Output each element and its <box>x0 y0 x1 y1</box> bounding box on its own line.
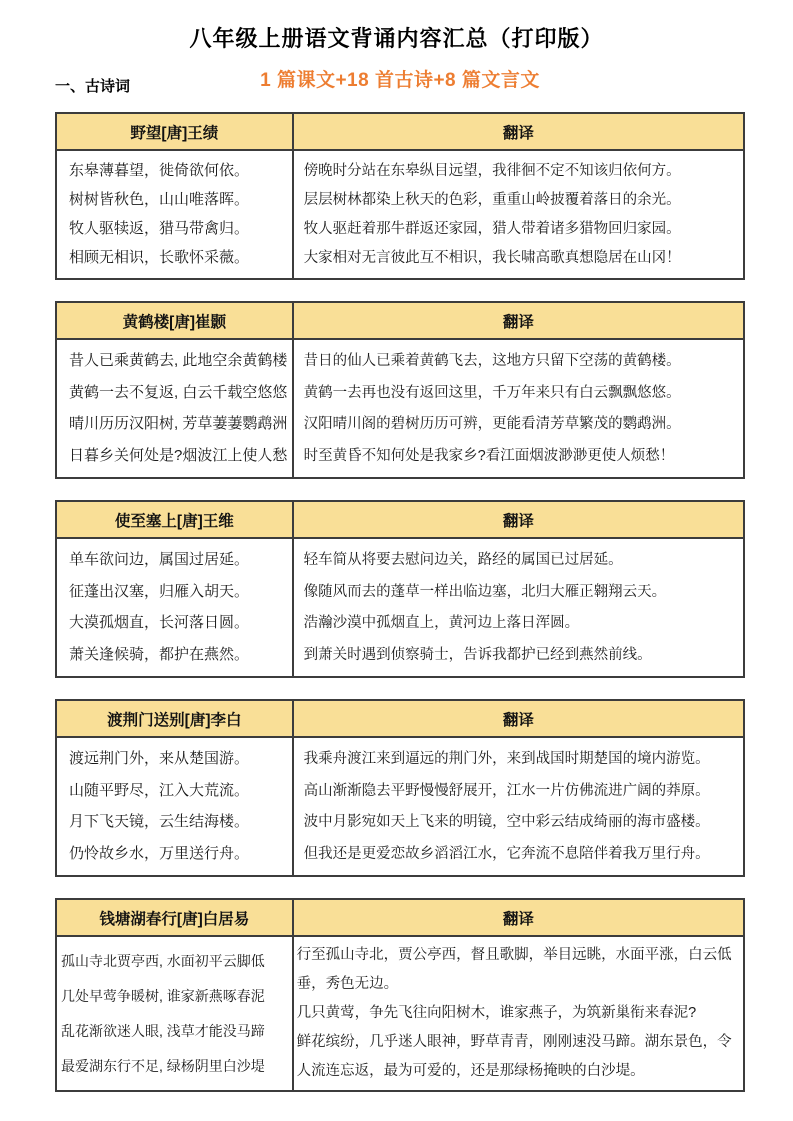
poem-line: 月下飞天镜，云生结海楼。 <box>69 813 250 831</box>
translation-line: 时至黄昏不知何处是我家乡?看江面烟波渺渺更使人烦愁！ <box>303 448 675 465</box>
poem-line: 几处早莺争暖树, 谁家新燕啄春泥 <box>61 987 265 1004</box>
poem-lines-cell <box>57 738 294 875</box>
poem-lines-cell <box>57 539 294 676</box>
poem-line: 孤山寺北贾亭西, 水面初平云脚低 <box>61 952 265 969</box>
translation-header-cell: 翻译 <box>502 314 534 331</box>
poem-line: 牧人驱犊返，猎马带禽归。 <box>69 220 250 238</box>
poem-lines-cell <box>57 151 294 278</box>
table-body-row <box>57 738 743 875</box>
poem-title-cell: 钱塘湖春行[唐]白居易 <box>57 900 294 935</box>
poem-line: 征蓬出汉塞，归雁入胡天。 <box>69 582 250 600</box>
poem-line: 仍怜故乡水，万里送行舟。 <box>69 845 250 863</box>
translation-line: 傍晚时分站在东皋纵目远望，我徘徊不定不知该归依何方。 <box>303 162 681 179</box>
page-title: 八年级上册语文背诵内容汇总（打印版） <box>189 26 604 51</box>
translation-lines-cell <box>294 937 743 1090</box>
poem-table-shizhisaishang <box>55 500 745 678</box>
translation-paragraph: 几只黄莺，争先飞往向阳树木，谁家燕子，为筑新巢衔来春泥? <box>296 1005 697 1021</box>
table-header-row <box>57 303 743 340</box>
translation-line: 但我还是更爱恋故乡滔滔江水，它奔流不息陪伴着我万里行舟。 <box>303 846 710 863</box>
poem-line: 最爱湖东行不足, 绿杨阴里白沙堤 <box>61 1058 265 1075</box>
poem-lines-cell <box>57 937 294 1090</box>
poem-line: 萧关逢候骑，都护在燕然。 <box>69 646 250 664</box>
table-header-row <box>57 701 743 738</box>
poem-line: 相顾无相识，长歌怀采薇。 <box>69 249 250 267</box>
translation-line: 大家相对无言彼此互不相识，我长啸高歌真想隐居在山冈！ <box>303 250 681 267</box>
translation-line: 高山渐渐隐去平野慢慢舒展开，江水一片仿佛流进广阔的莽原。 <box>303 782 710 799</box>
translation-header-cell: 翻译 <box>502 712 534 729</box>
poem-title-cell: 使至塞上[唐]王维 <box>57 502 294 537</box>
poem-line: 东皋薄暮望，徙倚欲何依。 <box>69 161 250 179</box>
translation-line: 像随风而去的蓬草一样出临边塞，北归大雁正翱翔云天。 <box>303 583 667 600</box>
translation-line: 到萧关时遇到侦察骑士，告诉我都护已经到燕然前线。 <box>303 647 652 664</box>
table-body-row <box>57 937 743 1090</box>
translation-line: 轻车简从将要去慰问边关，路经的属国已过居延。 <box>303 551 623 568</box>
translation-line: 黄鹤一去再也没有返回这里，千万年来只有白云飘飘悠悠。 <box>303 384 681 401</box>
translation-line: 昔日的仙人已乘着黄鹤飞去，这地方只留下空荡的黄鹤楼。 <box>303 352 681 369</box>
translation-line: 牧人驱赶着那牛群返还家园，猎人带着诸多猎物回归家园。 <box>303 221 681 238</box>
translation-line: 汉阳晴川阁的碧树历历可辨，更能看清芳草繁茂的鹦鹉洲。 <box>303 416 681 433</box>
poem-line: 日暮乡关何处是?烟波江上使人愁 <box>69 447 288 465</box>
table-body-row <box>57 151 743 278</box>
table-header-row <box>57 900 743 937</box>
table-body-row <box>57 340 743 477</box>
table-body-row <box>57 539 743 676</box>
translation-line: 层层树林都染上秋天的色彩，重重山岭披覆着落日的余光。 <box>303 191 681 208</box>
poem-line: 晴川历历汉阳树, 芳草萋萋鹦鹉洲 <box>69 415 288 433</box>
translation-header-cell: 翻译 <box>502 513 534 530</box>
translation-line: 波中月影宛如天上飞来的明镜，空中彩云结成绮丽的海市盛楼。 <box>303 814 710 831</box>
translation-header-cell: 翻译 <box>502 125 534 142</box>
poem-table-yewang <box>55 112 745 280</box>
poem-title-cell: 渡荆门送别[唐]李白 <box>57 701 294 736</box>
poem-lines-cell <box>57 340 294 477</box>
translation-paragraph: 行至孤山寺北，贾公亭西，督且歌脚，举目远眺，水面平涨，白云低垂，秀色无边。 <box>296 947 732 992</box>
translation-lines-cell <box>294 340 743 477</box>
poem-table-qiantanghuchunxing <box>55 898 745 1092</box>
poem-line: 渡远荆门外，来从楚国游。 <box>69 749 250 767</box>
poem-line: 单车欲问边，属国过居延。 <box>69 550 250 568</box>
translation-line: 浩瀚沙漠中孤烟直上，黄河边上落日浑圆。 <box>303 615 580 632</box>
translation-line: 我乘舟渡江来到逼远的荆门外，来到战国时期楚国的境内游览。 <box>303 750 710 767</box>
poem-line: 昔人已乘黄鹤去, 此地空余黄鹤楼 <box>69 351 288 369</box>
table-header-row <box>57 502 743 539</box>
poem-title-cell: 野望[唐]王绩 <box>57 114 294 149</box>
poem-line: 树树皆秋色，山山唯落晖。 <box>69 190 250 208</box>
poem-line: 大漠孤烟直，长河落日圆。 <box>69 614 250 632</box>
poem-table-huanghelou <box>55 301 745 479</box>
table-header-row <box>57 114 743 151</box>
poem-line: 山随平野尽，江入大荒流。 <box>69 781 250 799</box>
section-label: 一、古诗词 <box>55 78 131 95</box>
translation-lines-cell <box>294 738 743 875</box>
poem-line: 乱花渐欲迷人眼, 浅草才能没马蹄 <box>61 1023 265 1040</box>
subtitle-row <box>55 66 745 96</box>
content-count-subtitle: 1 篇课文+18 首古诗+8 篇文言文 <box>260 70 540 91</box>
translation-header-cell: 翻译 <box>502 911 534 928</box>
poem-line: 黄鹤一去不复返, 白云千载空悠悠 <box>69 383 288 401</box>
translation-lines-cell <box>294 539 743 676</box>
translation-lines-cell <box>294 151 743 278</box>
poem-table-dujingmensongbie <box>55 699 745 877</box>
translation-paragraph: 鲜花缤纷，几乎迷人眼神，野草青青，刚刚速没马蹄。湖东景色，令人流连忘返，最为可爱的，还是那绿杨掩映的白沙堤。 <box>296 1034 732 1079</box>
poem-title-cell: 黄鹤楼[唐]崔颢 <box>57 303 294 338</box>
